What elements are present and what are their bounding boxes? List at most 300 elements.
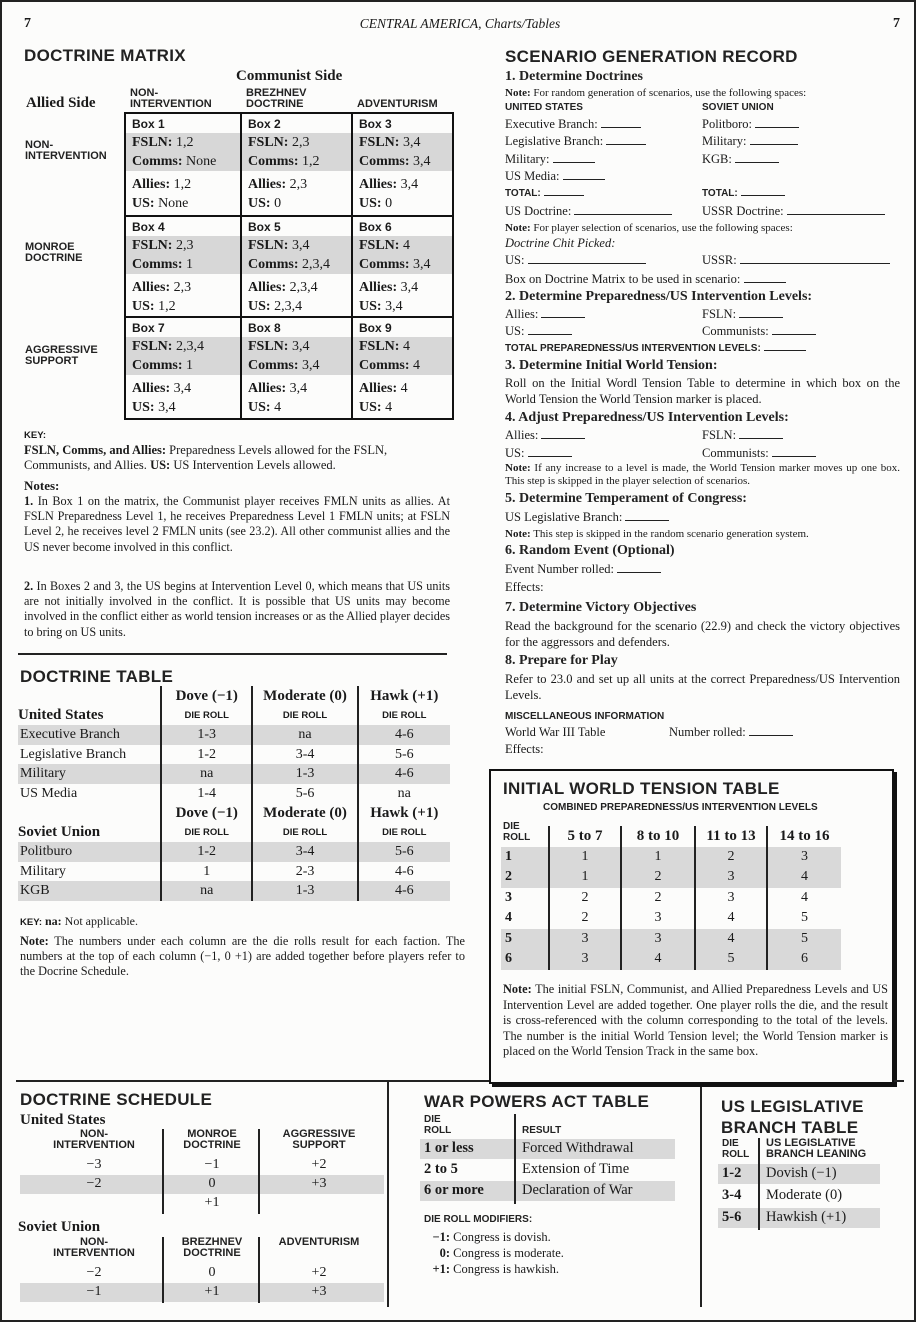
schedule-col-head: BREZHNEV DOCTRINE	[181, 1236, 243, 1259]
line-value: 3,4	[291, 238, 310, 253]
label: Legislative Branch:	[505, 134, 604, 148]
allies-line	[242, 175, 351, 194]
field-politboro[interactable]	[702, 116, 799, 132]
divider-schedule	[387, 1082, 389, 1307]
modifier-value: −1:	[432, 1230, 450, 1244]
step-3-title: 3. Determine Initial World Tension:	[505, 358, 718, 373]
field-fsln[interactable]	[702, 306, 783, 322]
label: Communists:	[702, 446, 769, 460]
line-label: US:	[132, 196, 155, 211]
blank[interactable]	[772, 456, 816, 457]
schedule-ussr-title: Soviet Union	[18, 1219, 101, 1235]
iwt-value: 5	[767, 908, 841, 929]
line-value: 4	[413, 358, 421, 373]
blank[interactable]	[625, 520, 669, 521]
line-label: Allies:	[359, 381, 398, 396]
label: Military:	[702, 134, 747, 148]
blank[interactable]	[601, 127, 641, 128]
fsln-line	[126, 236, 240, 255]
iwt-value: 5	[695, 949, 767, 970]
line-value: 3,4	[302, 358, 320, 373]
schedule-col-head: MONROE DOCTRINE	[183, 1128, 241, 1151]
key-text: Preparedness Levels allowed for the FSLN, Communists, and Allies.	[24, 443, 388, 472]
line-label: FSLN:	[359, 339, 400, 354]
iwt-value: 2	[549, 908, 621, 929]
field-legislative-branch[interactable]	[505, 133, 646, 149]
effects-label: Effects:	[505, 580, 544, 594]
iwt-die-roll: 4	[505, 910, 512, 926]
label: TOTAL:	[505, 188, 541, 199]
field-chit-ussr[interactable]	[702, 252, 890, 268]
row-value: 4-6	[358, 881, 450, 901]
row-value: 4-6	[358, 862, 450, 882]
us-line	[353, 297, 452, 316]
iwt-value: 6	[767, 949, 841, 970]
box-label: Box 5	[248, 220, 281, 234]
schedule-col-head: AGGRESSIVE SUPPORT	[282, 1128, 356, 1151]
matrix-box-5	[242, 217, 353, 318]
field-us-total[interactable]	[505, 188, 584, 199]
line-label: Allies:	[248, 280, 287, 295]
row-name: US Media	[20, 785, 78, 801]
section-title: United States	[18, 706, 104, 723]
line-label: US:	[248, 196, 271, 211]
blank[interactable]	[606, 144, 646, 145]
col-head: Moderate (0)	[252, 686, 357, 706]
note-text: This step is skipped in the random scenario generation system.	[530, 528, 809, 540]
box-label: Box 6	[359, 220, 392, 234]
iwt-die-roll: 3	[505, 889, 512, 905]
matrix-col-head-3: ADVENTURISM	[357, 98, 438, 110]
line-value: 2,3	[173, 280, 192, 295]
fsln-line	[242, 337, 351, 356]
uslb-die-roll-head: DIE ROLL	[722, 1138, 750, 1160]
schedule-title: DOCTRINE SCHEDULE	[20, 1090, 213, 1109]
matrix-key-text	[24, 443, 452, 473]
label: US:	[505, 253, 525, 267]
die-roll-head: DIE ROLL	[161, 823, 253, 843]
doctrine-table-key	[20, 914, 138, 929]
label: FSLN:	[702, 307, 737, 321]
allies-line	[126, 278, 240, 297]
blank[interactable]	[553, 162, 595, 163]
schedule-col-head: ADVENTURISM	[278, 1236, 360, 1248]
us-subhead	[18, 706, 450, 726]
step-1-note-2	[505, 222, 793, 235]
us-line	[242, 398, 351, 417]
us-line	[353, 398, 452, 417]
comms-line	[126, 152, 240, 171]
fsln-line	[353, 337, 452, 356]
line-label: Allies:	[132, 381, 171, 396]
step-1-note	[505, 87, 806, 100]
step-5-note	[505, 528, 809, 541]
doctrine-table	[18, 686, 450, 901]
blank[interactable]	[541, 438, 585, 439]
iwt-row	[501, 908, 841, 929]
us-row	[18, 764, 450, 784]
blank[interactable]	[574, 214, 672, 215]
step-6-title: 6. Random Event (Optional)	[505, 543, 675, 558]
iwt-table	[501, 826, 841, 970]
label: US Legislative Branch:	[505, 510, 623, 524]
line-label: Allies:	[359, 280, 398, 295]
war-powers-roll: 2 to 5	[424, 1161, 458, 1177]
note-bold: Note:	[505, 462, 531, 474]
iwt-row	[501, 949, 841, 970]
effects-label-2: Effects:	[505, 742, 544, 756]
divider-warpowers	[700, 1087, 702, 1307]
line-label: Comms:	[132, 154, 183, 169]
iwt-value: 4	[695, 929, 767, 950]
fsln-line	[242, 133, 351, 152]
die-roll-head: DIE ROLL	[252, 823, 357, 843]
schedule-col-divider	[162, 1129, 164, 1214]
iwt-die-roll: 1	[505, 848, 512, 864]
iwt-value: 2	[549, 888, 621, 909]
line-label: US:	[248, 400, 271, 415]
step-4-note	[505, 462, 900, 488]
war-powers-divider	[514, 1114, 516, 1204]
iwt-value: 4	[767, 867, 841, 888]
row-value: 1	[161, 862, 253, 882]
field-event-number[interactable]	[505, 561, 661, 577]
schedule-value: +2	[311, 1265, 327, 1280]
schedule-value: +1	[204, 1195, 220, 1210]
ussr-heading: SOVIET UNION	[702, 102, 774, 113]
key-label: KEY:	[20, 917, 42, 928]
row-value: 1-2	[161, 745, 253, 765]
line-value: None	[158, 196, 189, 211]
iwt-col-head: 11 to 13	[695, 826, 767, 847]
box-label: Box 2	[248, 117, 281, 131]
line-value: 3,4	[413, 154, 431, 169]
line-label: FSLN:	[132, 238, 173, 253]
uslb-roll: 3-4	[722, 1187, 742, 1203]
col-head: Dove (−1)	[161, 803, 253, 823]
field-ussr-total[interactable]	[702, 188, 785, 199]
allies-line	[126, 175, 240, 194]
line-label: Comms:	[132, 358, 183, 373]
iwt-value: 1	[549, 847, 621, 868]
field-ussr-doctrine[interactable]	[702, 203, 885, 219]
doctrine-table-note	[20, 934, 465, 980]
schedule-value: −1	[86, 1284, 102, 1299]
divider-bottom-right	[894, 1080, 904, 1082]
line-value: 2,3	[175, 238, 194, 253]
line-value: 2,3	[289, 177, 308, 192]
row-name: Legislative Branch	[20, 746, 127, 762]
blank[interactable]	[787, 214, 885, 215]
line-label: FSLN:	[132, 339, 173, 354]
label: Event Number rolled:	[505, 562, 614, 576]
blank[interactable]	[528, 263, 646, 264]
comms-line	[126, 356, 240, 375]
blank[interactable]	[744, 282, 786, 283]
col-head: Dove (−1)	[161, 686, 253, 706]
note-bold: Note:	[20, 934, 49, 948]
fsln-line	[353, 133, 452, 152]
iwt-value: 2	[621, 888, 695, 909]
divider-bottom-left	[16, 1080, 489, 1082]
blank[interactable]	[764, 350, 806, 351]
comms-line	[353, 152, 452, 171]
war-powers-result-head: RESULT	[522, 1125, 562, 1136]
ussr-head	[18, 803, 450, 823]
iwt-note	[503, 982, 888, 1060]
box-label: Box 4	[132, 220, 165, 234]
key-na-text: Not applicable.	[61, 914, 138, 928]
label: KGB:	[702, 152, 732, 166]
blank[interactable]	[617, 572, 661, 573]
schedule-value: −2	[86, 1176, 102, 1191]
label: US Media:	[505, 169, 560, 183]
field-box-used[interactable]	[505, 271, 786, 287]
line-label: US:	[359, 299, 382, 314]
modifier-value: 0:	[439, 1246, 450, 1260]
key-bold-us: US:	[150, 458, 171, 472]
allies-line	[242, 379, 351, 398]
modifier-text: Congress is moderate.	[450, 1246, 564, 1260]
uslb-leaning: Moderate (0)	[766, 1187, 843, 1203]
allies-line	[353, 175, 452, 194]
field-number-rolled[interactable]	[669, 724, 793, 740]
line-label: US:	[132, 400, 155, 415]
blank-cell	[18, 686, 161, 706]
iwt-value: 1	[621, 847, 695, 868]
line-label: FSLN:	[359, 135, 400, 150]
field-communists-2[interactable]	[702, 445, 816, 461]
initial-world-tension-box	[489, 769, 894, 1084]
matrix-box-2	[242, 114, 353, 217]
label: TOTAL PREPAREDNESS/US INTERVENTION LEVELS:	[505, 343, 761, 354]
blank[interactable]	[541, 317, 585, 318]
blank[interactable]	[755, 127, 799, 128]
label: TOTAL:	[702, 188, 738, 199]
schedule-value: +2	[311, 1157, 327, 1172]
modifier-line	[424, 1262, 559, 1277]
blank-cell	[18, 803, 161, 823]
row-value: 5-6	[358, 842, 450, 862]
iwt-value: 4	[621, 949, 695, 970]
field-fsln-2[interactable]	[702, 427, 783, 443]
note-text: The numbers under each column are the die rolls result for each faction. The numbers at the top of each column (−1, 0 +1) are added together before players refer to the Docrine Schedule.	[20, 934, 465, 979]
col-head: Hawk (+1)	[358, 686, 450, 706]
us-line	[353, 194, 452, 213]
uslb-roll: 1-2	[722, 1165, 742, 1181]
line-label: Comms:	[248, 257, 299, 272]
us-line	[126, 194, 240, 213]
scenario-title: SCENARIO GENERATION RECORD	[505, 47, 798, 66]
uslb-leaning: Dovish (−1)	[766, 1165, 837, 1181]
note-text: If any increase to a level is made, the World Tension marker moves up one box. This step is skipped in the player selection of scenarios.	[505, 462, 900, 487]
line-value: 3,4	[400, 177, 419, 192]
note-text: For player selection of scenarios, use the following spaces:	[530, 222, 793, 234]
field-us-doctrine[interactable]	[505, 203, 672, 219]
iwt-row	[501, 929, 841, 950]
page-title: CENTRAL AMERICA, Charts/Tables	[359, 16, 561, 31]
iwt-col-head: 5 to 7	[549, 826, 621, 847]
field-kgb[interactable]	[702, 151, 779, 167]
section-title: Soviet Union	[18, 823, 101, 840]
line-label: Allies:	[359, 177, 398, 192]
field-executive-branch[interactable]	[505, 116, 641, 132]
field-us-media[interactable]	[505, 168, 605, 184]
blank[interactable]	[528, 334, 572, 335]
schedule-value: +1	[204, 1284, 220, 1299]
field-ussr-military[interactable]	[702, 133, 798, 149]
matrix-row-head-2: MONROE DOCTRINE	[25, 241, 83, 264]
key-text-us: US Intervention Levels allowed.	[170, 458, 336, 472]
line-value: 0	[385, 196, 393, 211]
note-bold: Note:	[505, 528, 531, 540]
row-name: Military	[20, 863, 66, 879]
field-us[interactable]	[505, 323, 572, 339]
fsln-line	[242, 236, 351, 255]
line-label: FSLN:	[359, 238, 400, 253]
war-powers-roll: 1 or less	[424, 1140, 474, 1156]
blank[interactable]	[563, 179, 605, 180]
us-line	[242, 297, 351, 316]
matrix-box-4	[126, 217, 242, 318]
line-value: 1,2	[158, 299, 176, 314]
blank[interactable]	[735, 162, 779, 163]
war-powers-result: Extension of Time	[522, 1161, 630, 1177]
blank[interactable]	[544, 195, 584, 196]
blank[interactable]	[740, 263, 890, 264]
field-us-legislative[interactable]	[505, 509, 669, 525]
step-7-title: 7. Determine Victory Objectives	[505, 600, 697, 615]
line-value: 4	[402, 238, 410, 253]
misc-info-title: MISCELLANEOUS INFORMATION	[505, 711, 665, 722]
matrix-box-8	[242, 318, 353, 418]
row-value: 2-3	[252, 862, 357, 882]
uslb-leaning: Hawkish (+1)	[766, 1209, 847, 1225]
line-label: Comms:	[359, 358, 410, 373]
iwt-die-roll-head: DIE ROLL	[503, 821, 531, 843]
row-value: 5-6	[252, 784, 357, 804]
blank[interactable]	[739, 438, 783, 439]
label: Allies:	[505, 428, 539, 442]
line-label: US:	[132, 299, 155, 314]
schedule-value: 0	[208, 1265, 216, 1280]
field-communists[interactable]	[702, 323, 816, 339]
matrix-box-7	[126, 318, 242, 418]
line-value: 4	[402, 339, 410, 354]
line-value: 4	[274, 400, 282, 415]
line-value: 2,3,4	[302, 257, 331, 272]
line-label: Comms:	[132, 257, 183, 272]
matrix-col-head-1: NON- INTERVENTION	[130, 87, 212, 110]
step-5-title: 5. Determine Temperament of Congress:	[505, 491, 747, 506]
line-value: 2,3,4	[289, 280, 318, 295]
page-number-left: 7	[24, 16, 31, 31]
line-value: 1	[186, 358, 194, 373]
uslb-title: US LEGISLATIVE BRANCH TABLE	[721, 1097, 864, 1137]
war-powers-result: Forced Withdrawal	[522, 1140, 634, 1156]
note-text: For random generation of scenarios, use the following spaces:	[530, 87, 807, 99]
field-allies-2[interactable]	[505, 427, 585, 443]
row-name: Executive Branch	[20, 727, 120, 742]
iwt-value: 3	[767, 847, 841, 868]
row-value: 1-3	[252, 881, 357, 901]
row-name: KGB	[20, 883, 50, 898]
matrix-note-1	[24, 494, 450, 555]
label: Politboro:	[702, 117, 753, 131]
uslb-divider	[758, 1138, 760, 1230]
die-roll-head: DIE ROLL	[358, 823, 450, 843]
schedule-col-head: NON- INTERVENTION	[53, 1128, 135, 1151]
modifier-text: Congress is dovish.	[450, 1230, 551, 1244]
iwt-row	[501, 888, 841, 909]
note-bold: Note:	[505, 87, 531, 99]
die-roll-head: DIE ROLL	[161, 706, 253, 726]
modifiers-title: DIE ROLL MODIFIERS:	[424, 1214, 533, 1225]
iwt-value: 1	[549, 867, 621, 888]
note-1-text: In Box 1 on the matrix, the Communist player receives FMLN units as allies. At FSLN Preparedness Level 1, he receives Preparedness Level 1 FMLN units; at FSLN Level 2, he receives level 2 FMLN units (see 23.2). All other communist allies and the US never become involved in this conflict.	[24, 494, 450, 554]
matrix-row-head-3: AGGRESSIVE SUPPORT	[25, 344, 98, 367]
field-us-2[interactable]	[505, 445, 572, 461]
us-head	[18, 686, 450, 706]
fsln-line	[353, 236, 452, 255]
blank[interactable]	[741, 195, 785, 196]
iwt-value: 4	[695, 908, 767, 929]
box-label: Box 3	[359, 117, 392, 131]
note-2-text: In Boxes 2 and 3, the US begins at Intervention Level 0, which means that US units are not initially involved in the conflict. It is possible that US units may become involved in the conflict either as world tension increases or as the Allied player decides to bring on US units.	[24, 579, 450, 639]
divider-doctrine-table	[18, 653, 447, 655]
note-2-number: 2.	[24, 579, 34, 593]
uslb-roll: 5-6	[722, 1209, 742, 1225]
allied-side-label: Allied Side	[26, 95, 96, 111]
iwt-die-roll: 5	[505, 930, 512, 946]
step-4-title: 4. Adjust Preparedness/US Intervention Levels:	[505, 410, 789, 425]
line-label: Allies:	[248, 381, 287, 396]
schedule-value: +3	[311, 1176, 327, 1191]
iwt-row	[501, 867, 841, 888]
line-label: Comms:	[248, 154, 299, 169]
line-label: FSLN:	[248, 339, 289, 354]
row-value: 1-3	[252, 764, 357, 784]
iwt-value: 3	[621, 908, 695, 929]
us-line	[242, 194, 351, 213]
schedule-us-title: United States	[20, 1112, 106, 1128]
blank[interactable]	[772, 334, 816, 335]
line-label: Allies:	[132, 280, 171, 295]
line-value: 4	[400, 381, 408, 396]
row-value: na	[161, 881, 253, 901]
line-label: Allies:	[248, 177, 287, 192]
blank[interactable]	[750, 144, 798, 145]
blank[interactable]	[749, 735, 793, 736]
blank[interactable]	[739, 317, 783, 318]
iwt-value: 3	[621, 929, 695, 950]
field-military[interactable]	[505, 151, 595, 167]
iwt-title: INITIAL WORLD TENSION TABLE	[503, 779, 780, 798]
schedule-col-divider	[258, 1237, 260, 1303]
line-value: 3,4	[400, 280, 419, 295]
page-number-right: 7	[893, 16, 900, 31]
line-value: 1	[186, 257, 194, 272]
blank[interactable]	[528, 456, 572, 457]
comms-line	[242, 152, 351, 171]
field-total-prep[interactable]	[505, 343, 806, 354]
matrix-row-head-1: NON- INTERVENTION	[25, 139, 107, 162]
field-allies[interactable]	[505, 306, 585, 322]
field-chit-us[interactable]	[505, 252, 646, 268]
line-value: None	[186, 154, 217, 169]
row-value: 4-6	[358, 764, 450, 784]
war-powers-result: Declaration of War	[522, 1182, 633, 1198]
